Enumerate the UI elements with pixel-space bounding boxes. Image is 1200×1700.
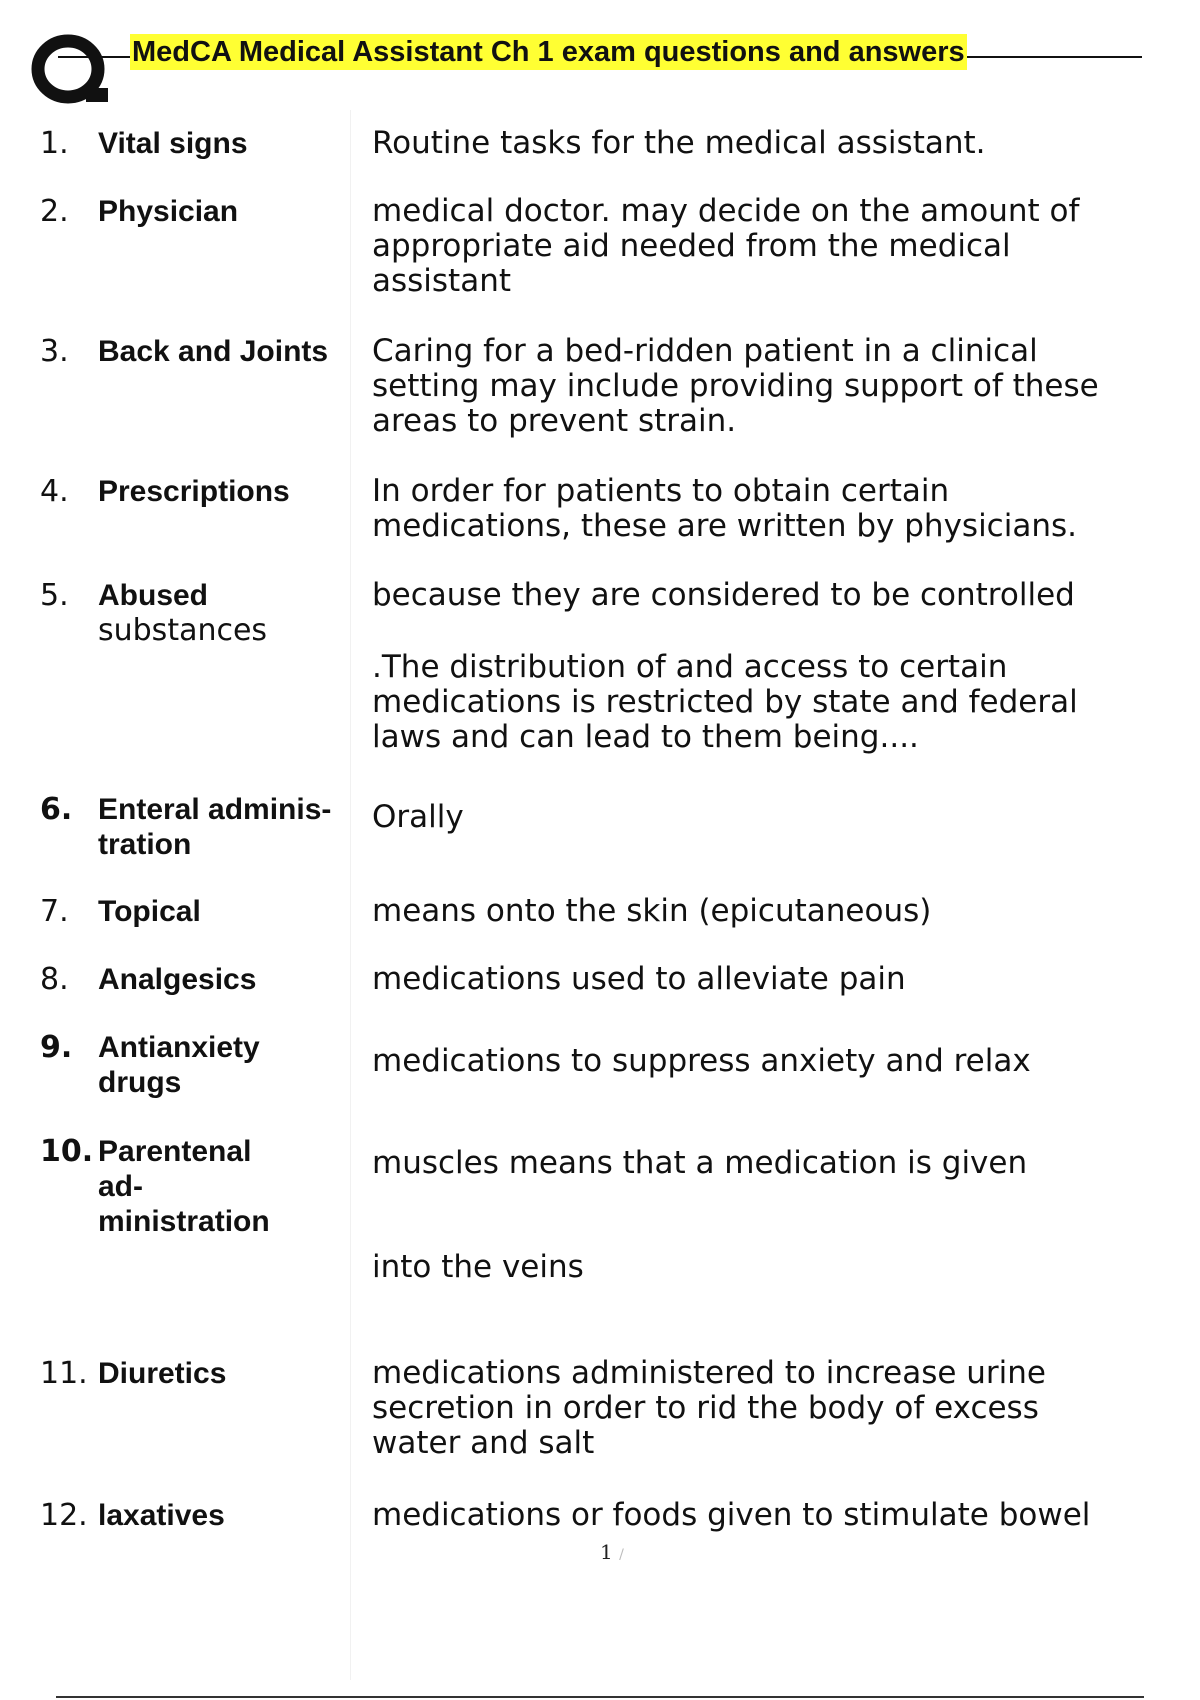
item-definition: In order for patients to obtain certain medications, these are written by physicians.: [372, 473, 1077, 544]
item-definition: because they are considered to be controlled: [372, 577, 1075, 613]
item-term: Vital signs: [98, 127, 248, 160]
item-number: 5.: [40, 578, 69, 613]
item-number: 9.: [40, 1030, 73, 1065]
item-term: Diuretics: [98, 1357, 227, 1390]
item-term: Topical: [98, 895, 201, 928]
item-definition: Caring for a bed-ridden patient in a clinical setting may include providing support of these areas to prevent strain.: [372, 333, 1099, 439]
item-definition: medications or foods given to stimulate bowel: [372, 1497, 1091, 1533]
item-definition-continued: .The distribution of and access to certain medications is restricted by state and federal laws and can lead to them being....: [372, 649, 1078, 755]
document-title: MedCA Medical Assistant Ch 1 exam questions and answers: [132, 36, 965, 68]
item-number: 1.: [40, 126, 69, 161]
item-definition: Routine tasks for the medical assistant.: [372, 125, 986, 161]
item-number: 2.: [40, 194, 69, 229]
item-term: Abused substances: [98, 579, 268, 648]
item-number: 11.: [40, 1356, 88, 1391]
item-number: 10.: [40, 1134, 94, 1169]
item-term: Physician: [98, 195, 239, 228]
item-definition: Orally: [372, 799, 464, 835]
item-number: 8.: [40, 962, 69, 997]
item-term: Prescriptions: [98, 475, 290, 508]
q-logo-icon: [30, 32, 112, 106]
item-term: Antianxiety drugs: [98, 1031, 260, 1099]
item-definition: medical doctor. may decide on the amount of appropriate aid needed from the medical assistant: [372, 193, 1080, 299]
item-term: Back and Joints: [98, 335, 329, 368]
item-term: Parentenal ad- ministration: [98, 1135, 270, 1238]
item-definition: muscles means that a medication is given: [372, 1145, 1028, 1181]
footer-rule: [56, 1696, 1144, 1698]
item-definition: means onto the skin (epicutaneous): [372, 893, 932, 929]
item-term: Enteral adminis- tration: [98, 793, 332, 861]
item-number: 3.: [40, 334, 69, 369]
item-number: 7.: [40, 894, 69, 929]
item-definition: medications to suppress anxiety and relax: [372, 1043, 1031, 1079]
item-number: 12.: [40, 1498, 88, 1533]
item-definition: medications used to alleviate pain: [372, 961, 906, 997]
item-term: laxatives: [98, 1499, 225, 1532]
item-term: Analgesics: [98, 963, 257, 996]
item-number: 6.: [40, 792, 73, 827]
item-number: 4.: [40, 474, 69, 509]
item-definition-continued: into the veins: [372, 1249, 584, 1285]
page-number: 1 /: [600, 1540, 624, 1564]
item-definition: medications administered to increase urine secretion in order to rid the body of excess water and salt: [372, 1355, 1046, 1461]
